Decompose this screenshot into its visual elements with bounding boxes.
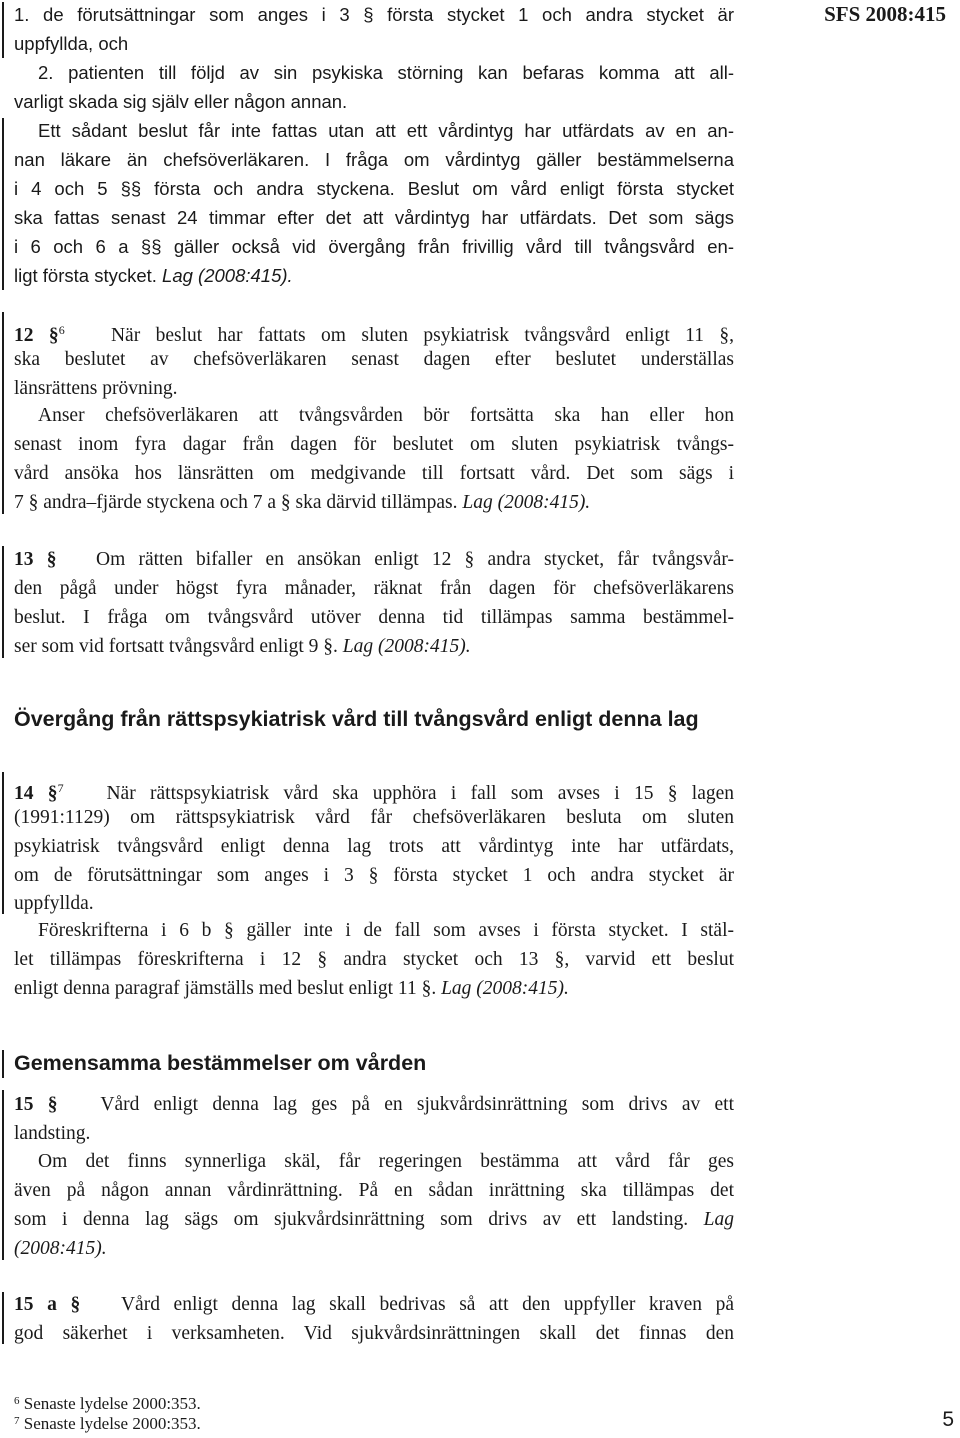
text-line: Ett sådant beslut får inte fattas utan att ett vårdintyg har utfärdats av en an- — [38, 120, 734, 141]
text-line — [14, 974, 734, 1003]
text-line: ska beslutet av chefsöverläkaren senast dagen efter beslutet underställas — [14, 349, 734, 370]
footnote-ref: 6 — [58, 323, 65, 337]
change-bar — [2, 1050, 4, 1078]
text-line: Om det finns synnerliga skäl, får regeringen bestämma att vård får ges — [38, 1151, 734, 1172]
text-segment: ligt första stycket. — [14, 265, 157, 286]
change-bar — [2, 546, 4, 658]
text-line: psykiatrisk tvångsvård enligt denna lag trots att vårdintyg inte har utfärdats, — [14, 836, 734, 857]
section-number: 12 § — [14, 325, 59, 346]
footnote-text: Senaste lydelse 2000:353. — [23, 1394, 201, 1413]
law-reference: Lag (2008:415). — [162, 265, 293, 286]
text-line: god säkerhet i verksamheten. Vid sjukvårdsinrättningen skall det finnas den — [14, 1323, 734, 1344]
footnote-ref: 7 — [57, 781, 64, 795]
law-reference: Lag — [703, 1209, 734, 1230]
text-line: länsrättens prövning. — [14, 378, 178, 399]
law-reference: Lag (2008:415). — [462, 492, 591, 513]
text-line — [14, 632, 734, 661]
footnote-number: 6 — [14, 1395, 20, 1407]
section-number: 15 a § — [14, 1294, 81, 1315]
change-bar — [2, 772, 4, 914]
section-number: 14 § — [14, 783, 58, 804]
section-heading: Gemensamma bestämmelser om vården — [14, 1051, 427, 1075]
footnote-number: 7 — [14, 1415, 20, 1427]
text-line — [14, 545, 734, 574]
change-bar — [2, 118, 4, 290]
text-line — [14, 1205, 734, 1234]
change-bar — [2, 1292, 4, 1344]
text-segment: som i denna lag sägs om sjukvårdsinrättning som drivs av ett landsting. — [14, 1209, 689, 1230]
text-line — [14, 1090, 734, 1119]
text-line: 2. patienten till följd av sin psykiska störning kan befaras komma att all- — [38, 62, 734, 83]
footnote — [14, 1412, 201, 1433]
text-line: i 4 och 5 §§ första och andra styckena. Beslut om vård enligt första stycket — [14, 178, 734, 199]
text-line: den pågå under högst fyra månader, räknat från dagen för chefsöverläkarens — [14, 578, 734, 599]
text-segment: enligt denna paragraf jämställs med beslut enligt 11 §. — [14, 978, 437, 999]
text-line — [14, 261, 734, 290]
page-number: 5 — [942, 1408, 954, 1431]
law-reference: Lag (2008:415). — [441, 978, 569, 999]
law-reference: Lag (2008:415). — [342, 636, 471, 657]
change-bar — [2, 2, 4, 58]
sfs-number: SFS 2008:415 — [824, 2, 946, 26]
text-line: senast inom fyra dagar från dagen för beslutet om sluten psykiatrisk tvångs- — [14, 434, 734, 455]
text-line: vård ansöka hos länsrätten om medgivande till fortsatt vård. Det som sägs i — [14, 463, 734, 484]
text-line: landsting. — [14, 1123, 91, 1144]
text-line: let tillämpas föreskrifterna i 12 § andra stycket och 13 §, varvid ett beslut — [14, 949, 734, 970]
text-line: beslut. I fråga om tvångsvård utöver denna tid tillämpas samma bestämmel- — [14, 607, 734, 628]
change-bar — [2, 1090, 4, 1260]
text-segment: När beslut har fattats om sluten psykiatrisk tvångsvård enligt 11 §, — [110, 325, 735, 346]
text-line: Föreskrifterna i 6 b § gäller inte i de fall som avses i första stycket. I stäl- — [38, 920, 734, 941]
text-segment: ser som vid fortsatt tvångsvård enligt 9 §. — [14, 636, 338, 657]
text-line: i 6 och 6 a §§ gäller också vid övergång från frivillig vård till tvångsvård en- — [14, 236, 734, 257]
text-line: uppfyllda. — [14, 893, 94, 914]
text-line — [14, 1290, 734, 1319]
text-line: även på någon annan vårdinrättning. På en sådan inrättning ska tillämpas det — [14, 1180, 734, 1201]
text-segment: Vård enligt denna lag ges på en sjukvårdsinrättning som drivs av ett — [100, 1094, 734, 1115]
change-bar — [2, 312, 4, 514]
footnote — [14, 1392, 201, 1413]
text-line: (2008:415). — [14, 1238, 107, 1259]
text-line: Anser chefsöverläkaren att tvångsvården bör fortsätta ska han eller hon — [38, 405, 734, 426]
section-heading: Övergång från rättspsykiatrisk vård till tvångsvård enligt denna lag — [14, 707, 699, 731]
text-line: (1991:1129) om rättspsykiatrisk vård får chefsöverläkaren besluta om sluten — [14, 807, 734, 828]
section-number: 15 § — [14, 1094, 58, 1115]
section-number: 13 § — [14, 549, 57, 570]
text-segment: Om rätten bifaller en ansökan enligt 12 § andra stycket, får tvångsvår- — [96, 549, 735, 570]
text-segment: Vård enligt denna lag skall bedrivas så att den uppfyller kraven på — [120, 1294, 734, 1315]
text-line: 1. de förutsättningar som anges i 3 § första stycket 1 och andra stycket är — [14, 4, 734, 25]
text-line: varligt skada sig själv eller någon annan. — [14, 91, 348, 112]
text-line: nan läkare än chefsöverläkaren. I fråga om vårdintyg gäller bestämmelserna — [14, 149, 734, 170]
footnote-text: Senaste lydelse 2000:353. — [23, 1414, 201, 1433]
text-segment: När rättspsykiatrisk vård ska upphöra i fall som avses i 15 § lagen — [106, 783, 735, 804]
text-segment: 7 § andra–fjärde styckena och 7 a § ska därvid tillämpas. — [14, 492, 458, 513]
text-line: om de förutsättningar som anges i 3 § första stycket 1 och andra stycket är — [14, 865, 734, 886]
text-line: uppfyllda, och — [14, 33, 129, 54]
text-line: ska fattas senast 24 timmar efter det att vårdintyg har utfärdats. Det som sägs — [14, 207, 734, 228]
text-line — [14, 488, 734, 517]
